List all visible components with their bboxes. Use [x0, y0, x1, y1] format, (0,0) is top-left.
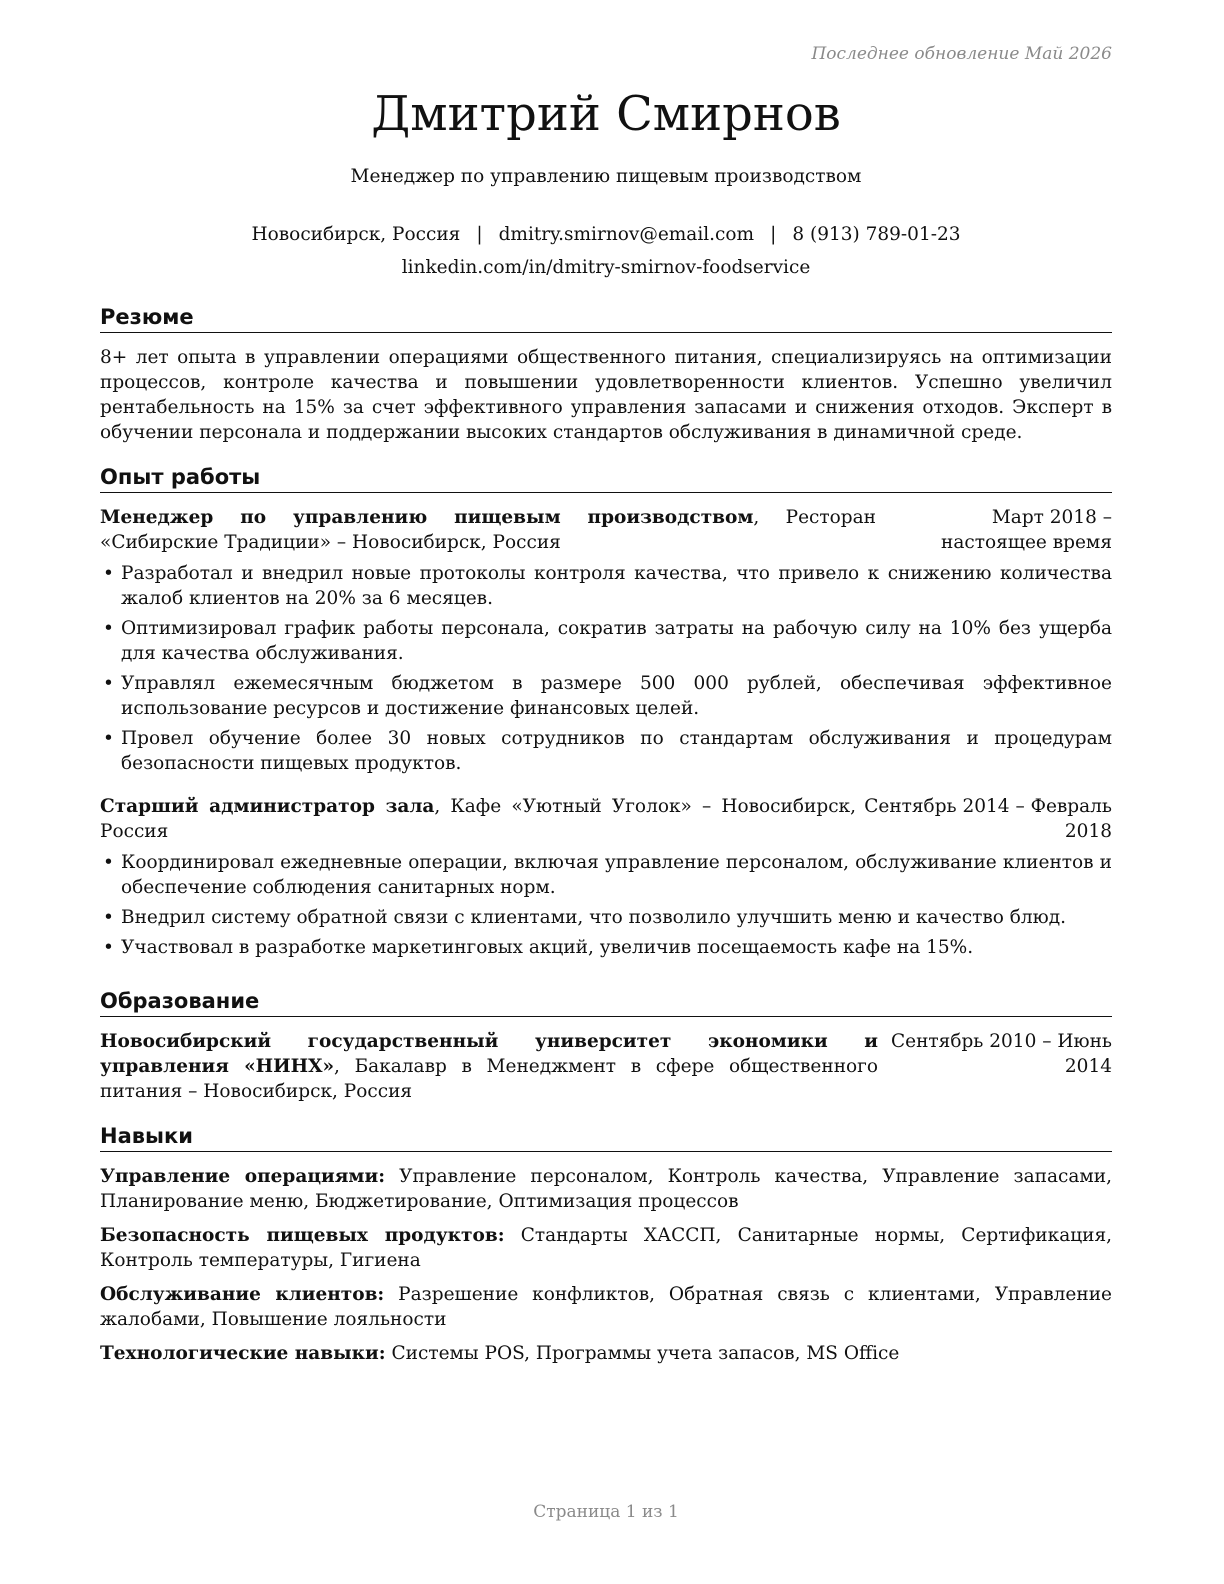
- candidate-name: Дмитрий Смирнов: [371, 86, 841, 142]
- bullet-icon: •: [103, 618, 114, 639]
- section-heading-summary: Резюме: [100, 304, 1112, 333]
- degree-details: , Бакалавр в Менеджмент в сфере общественного питания – Новосибирск, Россия: [100, 1056, 879, 1102]
- separator: |: [770, 224, 777, 245]
- bullet-icon: •: [103, 907, 114, 928]
- skill-group: [100, 1282, 1112, 1332]
- summary-section: [100, 304, 1112, 445]
- skill-group: [100, 1223, 1112, 1273]
- skill-group: [100, 1164, 1112, 1214]
- summary-text: 8+ лет опыта в управлении операциями общественного питания, специализируясь на оптимизации процессов, контроле качества и повышении удовлетворенности клиентов. Успешно увеличил рентабельность на 15% за счет эффективного управления запасами и снижения отходов. Эксперт в обучении персонала и поддержании высоких стандартов обслуживания в динамичной среде.: [100, 347, 1112, 443]
- separator: |: [476, 224, 483, 245]
- skill-label: Управление операциями:: [100, 1166, 386, 1187]
- page-number: Страница 1 из 1: [533, 1502, 679, 1522]
- list-item: • Управлял ежемесячным бюджетом в размере 500 000 рублей, обеспечивая эффективное использование ресурсов и достижение финансовых целей.: [103, 673, 1112, 719]
- school-name: Новосибирский государственный университет экономики и управления «НИНХ»: [100, 1031, 878, 1077]
- location: Новосибирск, Россия: [251, 224, 461, 245]
- education-dates: Сентябрь 2010 – Июнь 2014: [890, 1031, 1112, 1077]
- skill-label: Технологические навыки:: [100, 1343, 386, 1364]
- section-heading-experience: Опыт работы: [100, 464, 1112, 493]
- job-entry: [100, 794, 1112, 960]
- skill-group: [100, 1341, 1112, 1366]
- job-title-line: [100, 794, 856, 844]
- job-header: [100, 505, 1112, 555]
- list-item: • Участвовал в разработке маркетинговых акций, увеличив посещаемость кафе на 15%.: [103, 937, 974, 958]
- list-item: • Оптимизировал график работы персонала, сократив затраты на рабочую силу на 10% без ущерба для качества обслуживания.: [103, 618, 1112, 664]
- bullet-icon: •: [103, 937, 114, 958]
- education-line: [100, 1029, 878, 1104]
- skill-items: Управление персоналом, Контроль качества, Управление запасами, Планирование меню, Бюджетирование, Оптимизация процессов: [100, 1166, 1112, 1212]
- education-entry: [100, 1029, 1112, 1104]
- job-bullets: [100, 850, 1112, 960]
- candidate-title: Менеджер по управлению пищевым производством: [350, 166, 862, 187]
- job-dates: Март 2018 – настоящее время: [940, 507, 1112, 553]
- job-role: Старший администратор зала: [100, 796, 435, 817]
- job-entry: [100, 505, 1112, 776]
- skill-label: Безопасность пищевых продуктов:: [100, 1225, 505, 1246]
- experience-section: [100, 464, 1112, 965]
- bullet-icon: •: [103, 852, 114, 873]
- skill-items: Стандарты ХАССП, Санитарные нормы, Сертификация, Контроль температуры, Гигиена: [100, 1225, 1113, 1271]
- job-dates: Сентябрь 2014 – Февраль 2018: [864, 796, 1112, 842]
- skill-items: Разрешение конфликтов, Обратная связь с клиентами, Управление жалобами, Повышение лояльности: [100, 1284, 1112, 1330]
- list-item: • Координировал ежедневные операции, включая управление персоналом, обслуживание клиентов и обеспечение соблюдения санитарных норм.: [103, 852, 1112, 898]
- job-place: , Кафе «Уютный Уголок» – Новосибирск, Россия: [100, 796, 856, 842]
- list-item: • Внедрил систему обратной связи с клиентами, что позволило улучшить меню и качество блюд.: [103, 907, 1067, 928]
- bullet-icon: •: [103, 563, 114, 584]
- list-item: • Провел обучение более 30 новых сотрудников по стандартам обслуживания и процедурам безопасности пищевых продуктов.: [103, 728, 1112, 774]
- contact-line: [100, 218, 1112, 251]
- skill-label: Обслуживание клиентов:: [100, 1284, 385, 1305]
- job-place: , Ресторан «Сибирские Традиции» – Новосибирск, Россия: [100, 507, 876, 553]
- job-bullets: [100, 561, 1112, 776]
- job-title-line: [100, 505, 876, 555]
- phone: 8 (913) 789-01-23: [792, 224, 961, 245]
- bullet-icon: •: [103, 728, 114, 749]
- contact-info: [100, 218, 1112, 284]
- job-header: [100, 794, 1112, 844]
- skill-items: Системы POS, Программы учета запасов, MS Office: [391, 1343, 900, 1364]
- bullet-icon: •: [103, 673, 114, 694]
- email-link[interactable]: dmitry.smirnov@email.com: [498, 224, 755, 245]
- linkedin-link[interactable]: linkedin.com/in/dmitry-smirnov-foodservice: [401, 257, 811, 278]
- resume-page: [100, 0, 1112, 1584]
- section-heading-education: Образование: [100, 988, 1112, 1017]
- section-heading-skills: Навыки: [100, 1123, 1112, 1152]
- job-role: Менеджер по управлению пищевым производством: [100, 507, 754, 528]
- education-section: [100, 988, 1112, 1104]
- list-item: • Разработал и внедрил новые протоколы контроля качества, что привело к снижению количества жалоб клиентов на 20% за 6 месяцев.: [103, 563, 1112, 609]
- skills-section: [100, 1123, 1112, 1375]
- last-updated: Последнее обновление Май 2026: [811, 44, 1112, 64]
